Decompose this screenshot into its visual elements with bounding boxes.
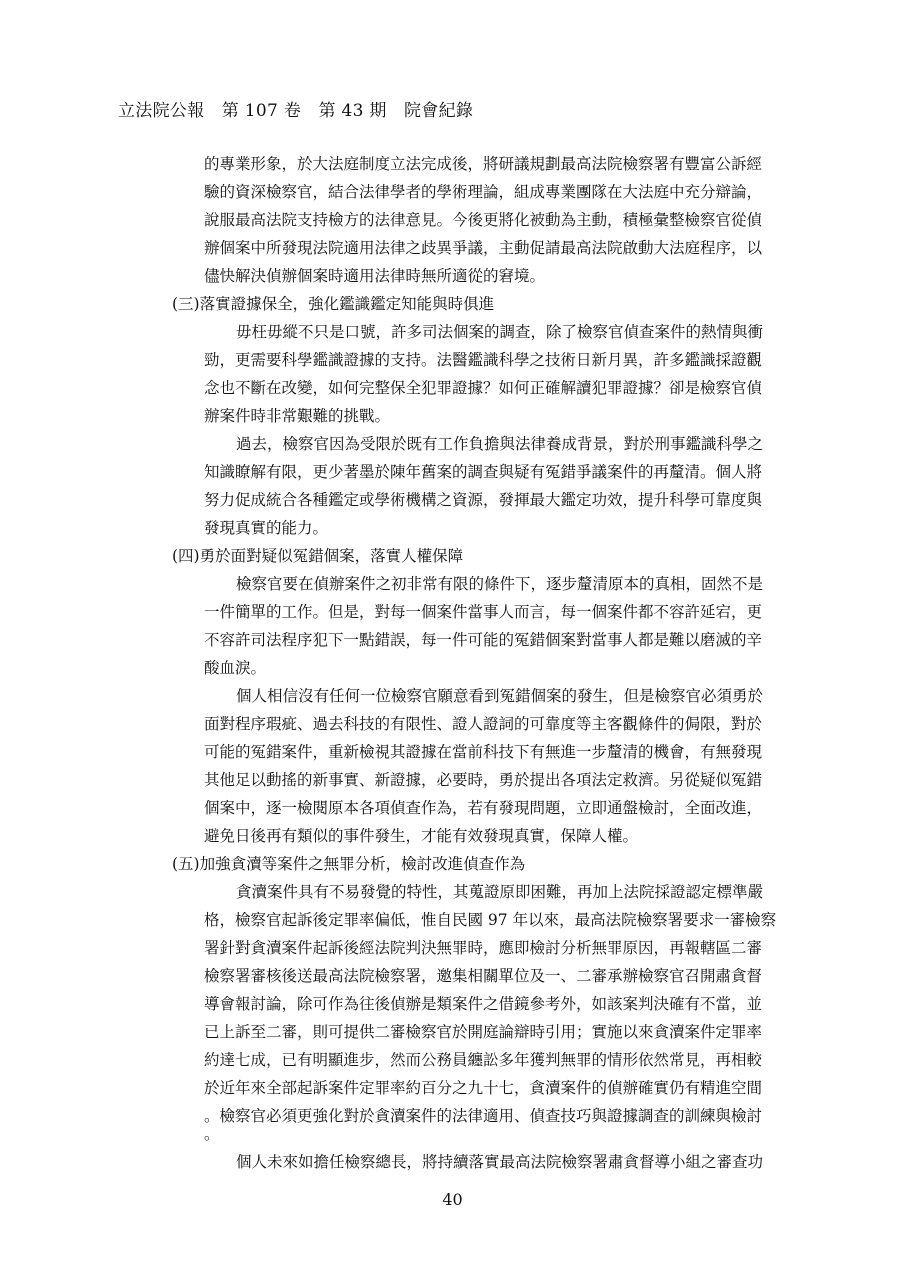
paragraph-first-line: 貪瀆案件具有不易發覺的特性，其蒐證原即困難，再加上法院採證認定標準嚴 bbox=[236, 883, 764, 901]
text-line: 約達七成，已有明顯進步，然而公務員纏訟多年獲判無罪的情形依然常見，再相較 bbox=[204, 1051, 763, 1069]
text-line: 辦個案中所發現法院適用法律之歧異爭議，主動促請最高法院啟動大法庭程序，以 bbox=[204, 239, 763, 257]
text-line: 格，檢察官起訴後定罪率偏低，惟自民國 97 年以來，最高法院檢察署要求一審檢察 bbox=[204, 911, 777, 929]
text-line: 個案中，逐一檢閱原本各項偵查作為，若有發現問題，立即通盤檢討，全面改進， bbox=[204, 799, 763, 817]
text-line: 的專業形象，於大法庭制度立法完成後，將研議規劃最高法院檢察署有豐富公訴經 bbox=[204, 155, 763, 173]
page-number: 40 bbox=[442, 1190, 463, 1209]
text-line: 導會報討論，除可作為往後偵辦是類案件之借鏡參考外，如該案判決確有不當，並 bbox=[204, 995, 763, 1013]
section-heading: (四)勇於面對疑似冤錯個案，落實人權保障 bbox=[172, 547, 464, 565]
text-line: 。檢察官必須更強化對於貪瀆案件的法律適用、偵查技巧與證據調查的訓練與檢討 bbox=[204, 1107, 763, 1125]
text-line: 可能的冤錯案件，重新檢視其證據在當前科技下有無進一步釐清的機會，有無發現 bbox=[204, 743, 763, 761]
text-line: 其他足以動搖的新事實、新證據，必要時，勇於提出各項法定救濟。另從疑似冤錯 bbox=[204, 771, 763, 789]
paragraph-first-line: 個人相信沒有任何一位檢察官願意看到冤錯個案的發生，但是檢察官必須勇於 bbox=[236, 687, 764, 705]
text-line: 努力促成統合各種鑑定或學術機構之資源，發揮最大鑑定功效，提升科學可靠度與 bbox=[204, 491, 763, 509]
page-header: 立法院公報 第 107 卷 第 43 期 院會紀錄 bbox=[118, 101, 474, 121]
text-line: 面對程序瑕疵、過去科技的有限性、證人證詞的可靠度等主客觀條件的侷限，對於 bbox=[204, 715, 763, 733]
text-line: 已上訴至二審，則可提供二審檢察官於開庭論辯時引用；實施以來貪瀆案件定罪率 bbox=[204, 1023, 763, 1041]
text-line: 避免日後再有類似的事件發生，才能有效發現真實，保障人權。 bbox=[204, 827, 639, 845]
section-heading: (五)加強貪瀆等案件之無罪分析，檢討改進偵查作為 bbox=[172, 855, 526, 873]
text-line: 儘快解決偵辦個案時適用法律時無所適從的窘境。 bbox=[204, 267, 546, 285]
text-line: 驗的資深檢察官，結合法律學者的學術理論，組成專業團隊在大法庭中充分辯論， bbox=[204, 183, 763, 201]
text-line: 酸血淚。 bbox=[204, 659, 267, 677]
text-line: 念也不斷在改變，如何完整保全犯罪證據？如何正確解讀犯罪證據？卻是檢察官偵 bbox=[204, 379, 763, 397]
text-line: 檢察署審核後送最高法院檢察署，邀集相關單位及一、二審承辦檢察官召開肅貪督 bbox=[204, 967, 763, 985]
text-line: 辦案件時非常艱難的挑戰。 bbox=[204, 407, 391, 425]
paragraph-first-line: 檢察官要在偵辦案件之初非常有限的條件下，逐步釐清原本的真相，固然不是 bbox=[236, 575, 764, 593]
text-line: 知識瞭解有限，更少著墨於陳年舊案的調查與疑有冤錯爭議案件的再釐清。個人將 bbox=[204, 463, 763, 481]
paragraph-first-line: 個人未來如擔任檢察總長，將持續落實最高法院檢察署肅貪督導小組之審查功 bbox=[236, 1153, 764, 1171]
text-line: 發現真實的能力。 bbox=[204, 519, 329, 537]
paragraph-first-line: 過去，檢察官因為受限於既有工作負擔與法律養成背景，對於刑事鑑識科學之 bbox=[236, 435, 764, 453]
text-line: 勁，更需要科學鑑識證據的支持。法醫鑑識科學之技術日新月異，許多鑑識採證觀 bbox=[204, 351, 763, 369]
section-heading: (三)落實證據保全，強化鑑識鑑定知能與時俱進 bbox=[172, 295, 495, 313]
text-line: 署針對貪瀆案件起訴後經法院判決無罪時，應即檢討分析無罪原因，再報轄區二審 bbox=[204, 939, 763, 957]
text-line: 一件簡單的工作。但是，對每一個案件當事人而言，每一個案件都不容許延宕，更 bbox=[204, 603, 763, 621]
paragraph-first-line: 毋枉毋縱不只是口號，許多司法個案的調查，除了檢察官偵查案件的熱情與衝 bbox=[236, 323, 764, 341]
text-line: 說服最高法院支持檢方的法律意見。今後更將化被動為主動，積極彙整檢察官從偵 bbox=[204, 211, 763, 229]
text-line: 不容許司法程序犯下一點錯誤，每一件可能的冤錯個案對當事人都是難以磨滅的辛 bbox=[204, 631, 763, 649]
text-line: 。 bbox=[204, 1125, 220, 1143]
text-line: 於近年來全部起訴案件定罪率約百分之九十七，貪瀆案件的偵辦確實仍有精進空間 bbox=[204, 1079, 763, 1097]
